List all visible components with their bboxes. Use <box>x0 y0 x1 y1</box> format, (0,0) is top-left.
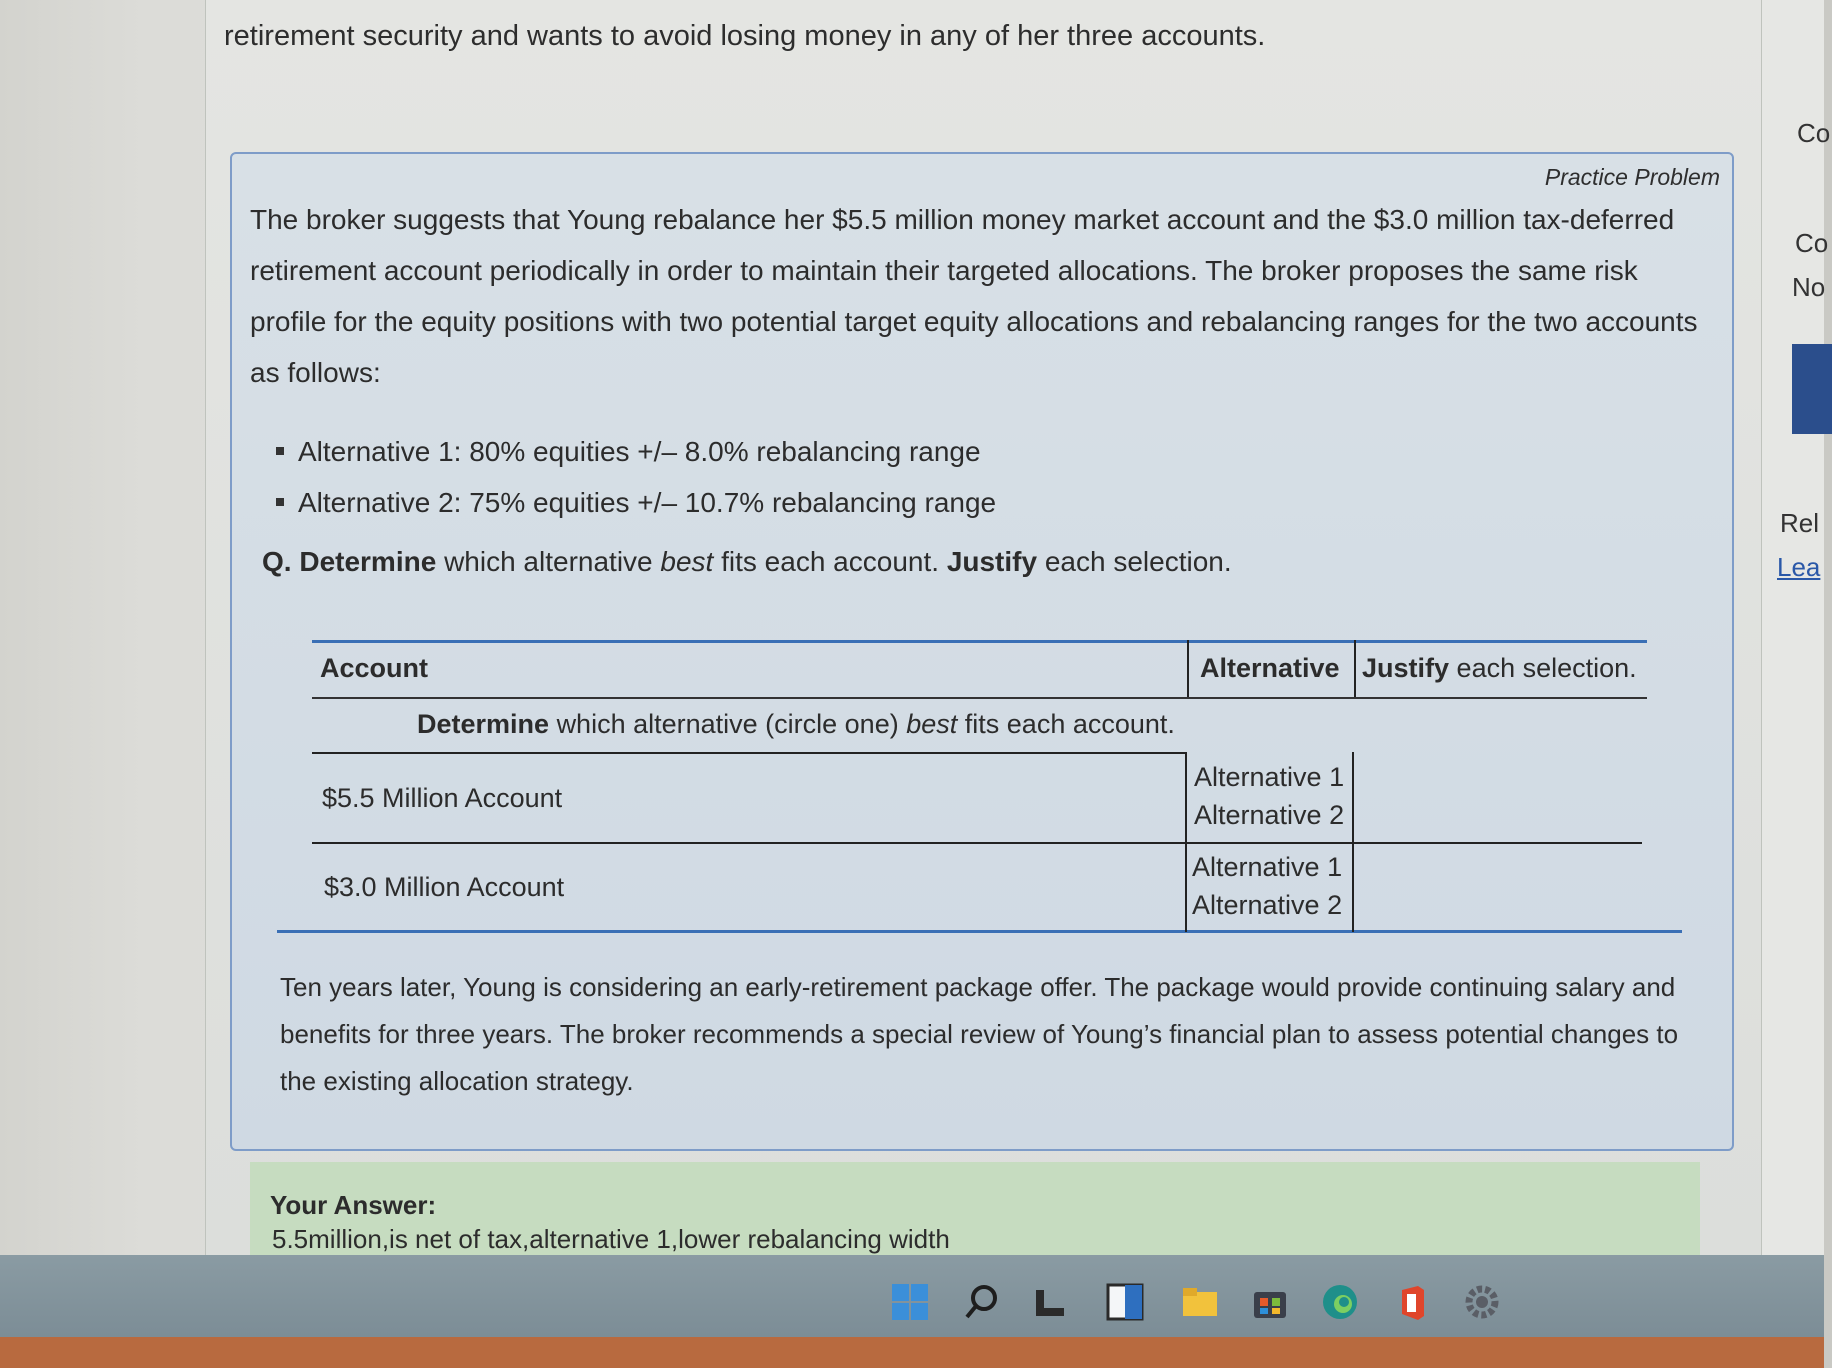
row2-alternative-1-option[interactable]: Alternative 1 <box>1192 852 1343 882</box>
question-verb-determine: Determine <box>299 546 437 577</box>
row1-alternative-2-option[interactable]: Alternative 2 <box>1194 800 1345 830</box>
question-verb-justify: Justify <box>946 546 1038 577</box>
edge-icon[interactable] <box>1320 1282 1360 1322</box>
right-panel <box>1762 0 1824 1260</box>
row2-justify-cell[interactable] <box>1362 852 1642 928</box>
right-panel-link[interactable]: Lea <box>1777 552 1821 582</box>
table-divider <box>1187 640 1189 697</box>
settings-icon[interactable] <box>1462 1282 1502 1322</box>
right-panel-button[interactable] <box>1792 344 1832 434</box>
table-bottom-rule <box>277 930 1682 933</box>
table-top-rule <box>312 640 1647 643</box>
list-item: Alternative 1: 80% equities +/– 8.0% rebalancing range <box>272 426 996 477</box>
question-mid: which alternative <box>444 546 653 577</box>
file-explorer-icon[interactable] <box>1180 1282 1220 1322</box>
right-panel-related: Rel <box>1780 508 1820 538</box>
right-panel-item[interactable]: No <box>1792 272 1826 302</box>
table-instruction <box>417 709 1175 740</box>
question-prefix: Q. <box>262 546 292 577</box>
problem-paragraph: The broker suggests that Young rebalance her $5.5 million money market account and the $3.0 million tax-deferred retirement account periodically in order to maintain their targeted allocations. The broker proposes the same risk profile for the equity positions with two potential target equity allocations and rebalancing ranges for the two accounts as follows: <box>250 204 1698 388</box>
header-justify <box>1362 653 1637 684</box>
instruction-mid: which alternative (circle one) <box>556 709 899 739</box>
table-instruction-rule <box>312 752 1187 754</box>
instruction-end: fits each account. <box>964 709 1175 739</box>
alternatives-list <box>272 426 996 528</box>
question-emphasis: best <box>660 546 714 577</box>
right-panel-item[interactable]: Co <box>1797 118 1831 148</box>
store-icon[interactable] <box>1250 1282 1290 1322</box>
answer-table <box>312 640 1662 935</box>
row-account-3-0m: $3.0 Million Account <box>324 872 565 902</box>
widgets-icon[interactable] <box>1105 1282 1145 1322</box>
header-account: Account <box>320 653 428 683</box>
device-bezel <box>0 1337 1824 1368</box>
header-alternative: Alternative <box>1200 653 1340 683</box>
row1-justify-cell[interactable] <box>1362 762 1642 840</box>
question-mid2: fits each account. <box>721 546 940 577</box>
search-icon[interactable] <box>962 1282 1002 1322</box>
row-account-5-5m: $5.5 Million Account <box>322 783 563 813</box>
question-end: each selection. <box>1044 546 1232 577</box>
instruction-emphasis: best <box>906 709 958 739</box>
header-justify-rest: each selection. <box>1456 653 1637 683</box>
followup-paragraph: Ten years later, Young is considering an early-retirement package offer. The package would provide continuing salary and benefits for three years. The broker recommends a special review of Young’s financial plan to assess potential changes to the existing allocation strategy. <box>280 972 1679 1096</box>
table-divider <box>1352 752 1354 932</box>
practice-problem-card <box>230 152 1734 1151</box>
instruction-bold: Determine <box>417 709 550 739</box>
table-divider <box>1185 752 1187 932</box>
right-panel-item[interactable]: Co <box>1795 228 1829 258</box>
intro-text: retirement security and wants to avoid losing money in any of her three accounts. <box>224 20 1266 52</box>
header-justify-bold: Justify <box>1362 653 1450 683</box>
table-row-rule <box>312 842 1642 844</box>
your-answer-text[interactable]: 5.5million,is net of tax,alternative 1,lower rebalancing width <box>272 1224 950 1254</box>
windows-start-icon[interactable] <box>890 1282 930 1322</box>
your-answer-label: Your Answer: <box>270 1190 437 1220</box>
list-item: Alternative 2: 75% equities +/– 10.7% rebalancing range <box>272 477 996 528</box>
practice-problem-label: Practice Problem <box>1544 164 1720 190</box>
row1-alternative-1-option[interactable]: Alternative 1 <box>1194 762 1345 792</box>
table-header-rule <box>312 697 1647 699</box>
table-divider <box>1354 640 1356 697</box>
row2-alternative-2-option[interactable]: Alternative 2 <box>1192 890 1343 920</box>
question-text <box>262 546 1232 578</box>
office-icon[interactable] <box>1392 1282 1432 1322</box>
task-view-icon[interactable] <box>1030 1282 1070 1322</box>
